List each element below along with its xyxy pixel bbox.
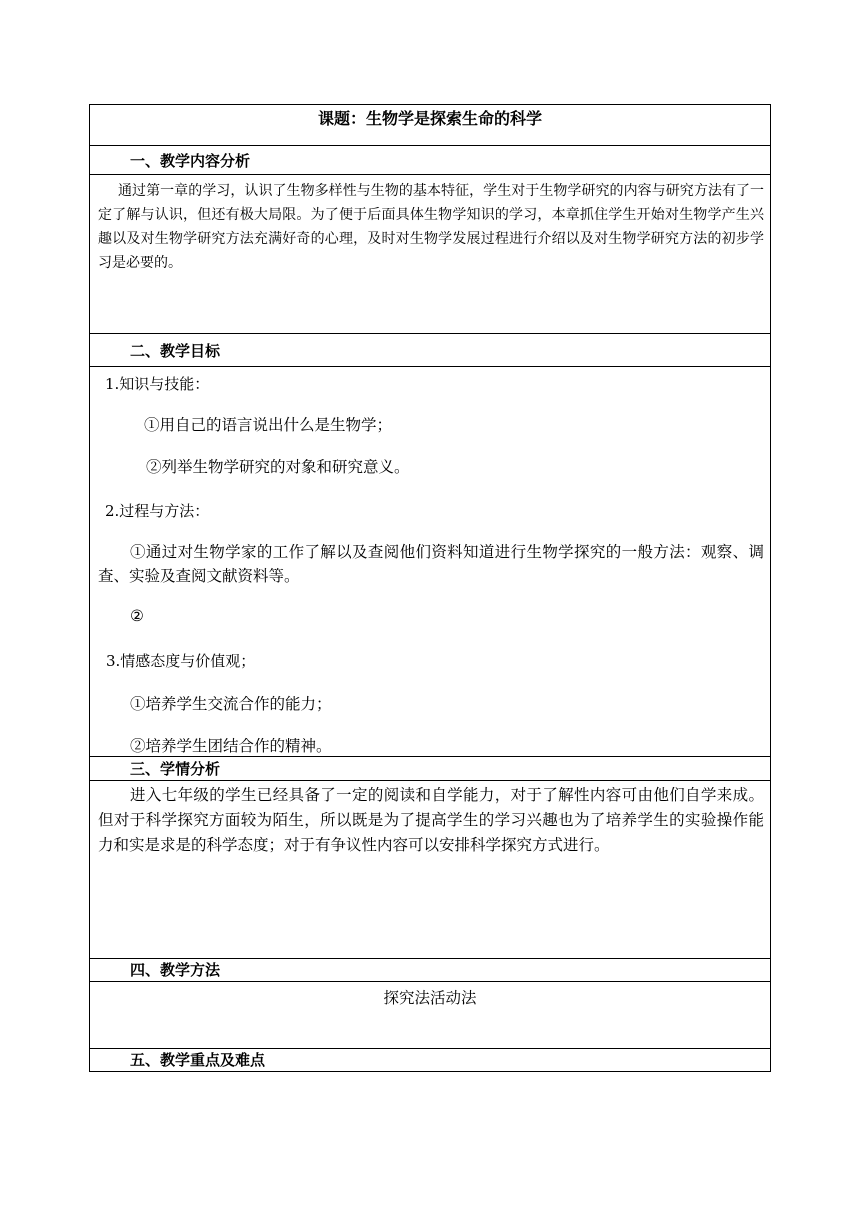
process-item-2: ② bbox=[130, 607, 144, 625]
section-3-body: 进入七年级的学生已经具备了一定的阅读和自学能力，对于了解性内容可由他们自学来成。但对于科学探究方面较为陌生，所以既是为了提高学生的学习兴趣也为了培养学生的实验操作能力和实是求是的科学态度；对于有争议性内容可以安排科学探究方式进行。 bbox=[90, 781, 770, 959]
lesson-plan-table bbox=[89, 104, 771, 1072]
section-2-body bbox=[90, 367, 770, 757]
section-4-heading: 四、教学方法 bbox=[90, 959, 770, 982]
attitude-item-2: ②培养学生团结合作的精神。 bbox=[130, 737, 332, 755]
lesson-title: 课题：生物学是探索生命的科学 bbox=[90, 105, 770, 146]
process-item-1: ①通过对生物学家的工作了解以及查阅他们资料知道进行生物学探究的一般方法：观察、调查、实验及查阅文献资料等。 bbox=[98, 543, 764, 585]
process-methods-title: 2.过程与方法： bbox=[105, 502, 210, 520]
attitude-item-1: ①培养学生交流合作的能力； bbox=[130, 695, 332, 713]
section-4-body: 探究法活动法 bbox=[90, 982, 770, 1049]
section-3-heading: 三、学情分析 bbox=[90, 757, 770, 781]
knowledge-item-1: ①用自己的语言说出什么是生物学； bbox=[144, 416, 393, 434]
section-2-heading: 二、教学目标 bbox=[90, 334, 770, 367]
section-5-heading: 五、教学重点及难点 bbox=[130, 1051, 266, 1069]
section-1-body: 通过第一章的学习，认识了生物多样性与生物的基本特征，学生对于生物学研究的内容与研究方法有了一定了解与认识，但还有极大局限。为了便于后面具体生物学知识的学习，本章抓住学生开始对生物学产生兴趣以及对生物学研究方法充满好奇的心理，及时对生物学发展过程进行介绍以及对生物学研究方法的初步学习是必要的。 bbox=[90, 175, 770, 334]
section-1-heading: 一、教学内容分析 bbox=[90, 146, 770, 175]
knowledge-item-2: ②列举生物学研究的对象和研究意义。 bbox=[146, 458, 410, 476]
knowledge-skills-title: 1.知识与技能： bbox=[105, 375, 210, 393]
attitude-values-title: 3.情感态度与价值观； bbox=[106, 652, 256, 670]
